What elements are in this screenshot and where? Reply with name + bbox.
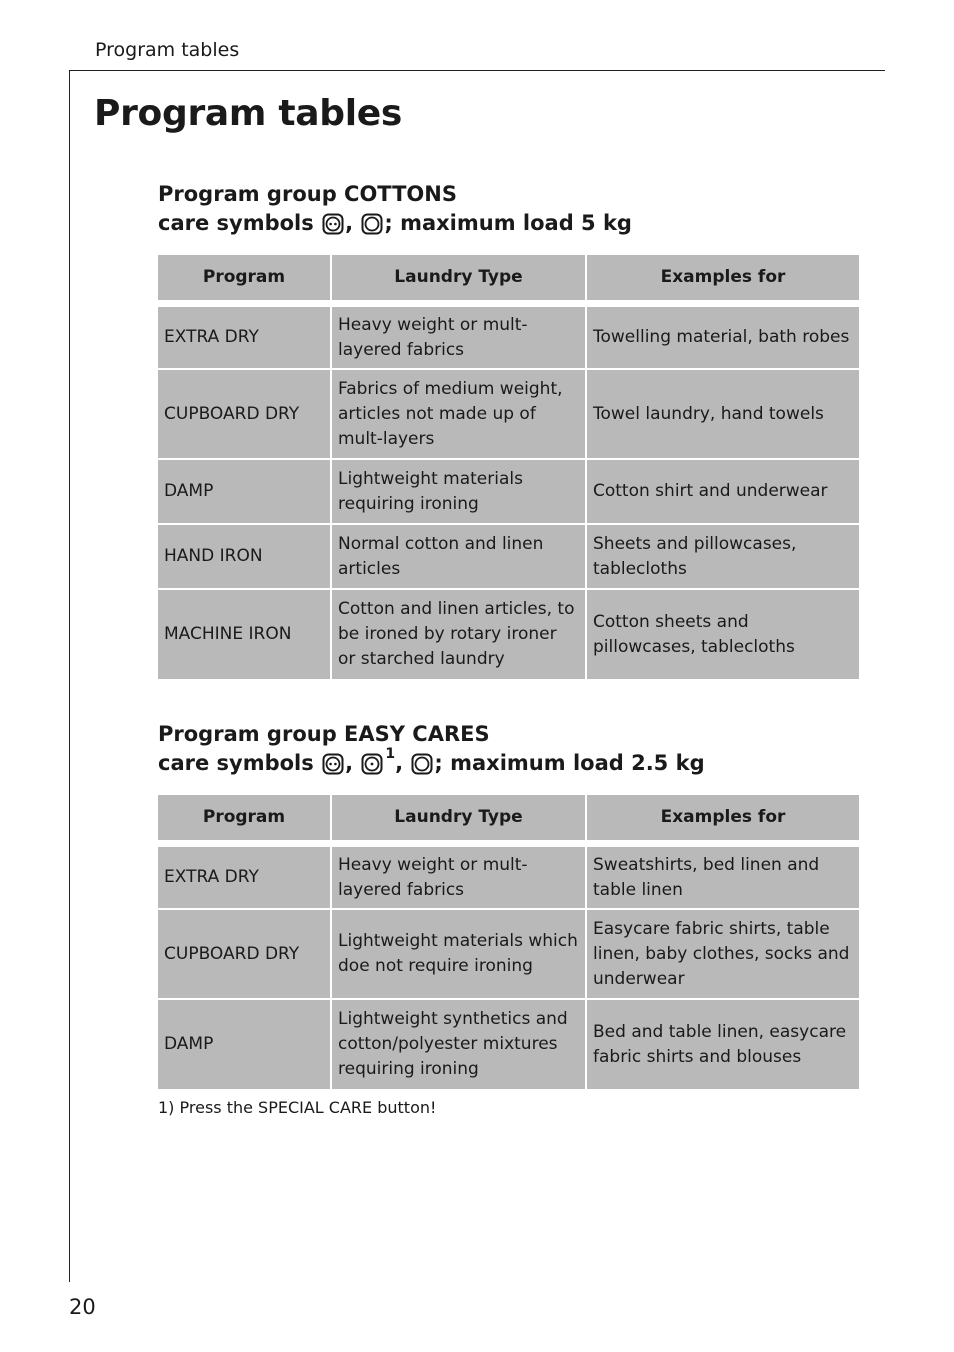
- column-header: Examples for: [587, 795, 859, 847]
- cottons-program-table: [158, 255, 859, 679]
- table-row: [158, 910, 859, 1000]
- easycares-program-table: [158, 795, 859, 1089]
- laundry-type-cell: Heavy weight or mult-layered fabrics: [332, 307, 587, 370]
- column-header: Program: [158, 795, 332, 847]
- tumble-dry-low-heat-icon: [361, 753, 383, 775]
- footnote: 1) Press the SPECIAL CARE button!: [158, 1098, 437, 1117]
- program-cell: EXTRA DRY: [158, 847, 332, 910]
- examples-cell: Cotton sheets and pillowcases, tablecloths: [587, 590, 859, 679]
- program-cell: EXTRA DRY: [158, 307, 332, 370]
- examples-cell: Towelling material, bath robes: [587, 307, 859, 370]
- header-rule: [69, 70, 885, 71]
- table-row: [158, 370, 859, 460]
- tumble-dry-icon: [361, 213, 383, 235]
- laundry-type-cell: Lightweight synthetics and cotton/polyester mixtures requiring ironing: [332, 1000, 587, 1089]
- examples-cell: Sheets and pillowcases, tablecloths: [587, 525, 859, 590]
- laundry-type-cell: Cotton and linen articles, to be ironed by rotary ironer or starched laundry: [332, 590, 587, 679]
- table-row: [158, 847, 859, 910]
- table-header-row: [158, 255, 859, 307]
- laundry-type-cell: Lightweight materials which doe not require ironing: [332, 910, 587, 1000]
- table-row: [158, 460, 859, 525]
- cottons-care-symbols: care symbols , ; maximum load 5 kg: [158, 211, 632, 235]
- easycares-group-heading: [158, 720, 705, 778]
- column-header: Program: [158, 255, 332, 307]
- examples-cell: Sweatshirts, bed linen and table linen: [587, 847, 859, 910]
- examples-cell: Bed and table linen, easycare fabric shirts and blouses: [587, 1000, 859, 1089]
- cottons-group-name: Program group COTTONS: [158, 182, 457, 206]
- program-cell: HAND IRON: [158, 525, 332, 590]
- examples-cell: Towel laundry, hand towels: [587, 370, 859, 460]
- program-cell: MACHINE IRON: [158, 590, 332, 679]
- program-cell: DAMP: [158, 1000, 332, 1089]
- tumble-dry-normal-heat-icon: [322, 213, 344, 235]
- program-cell: CUPBOARD DRY: [158, 910, 332, 1000]
- page-title: Program tables: [94, 93, 402, 134]
- tumble-dry-normal-heat-icon: [322, 753, 344, 775]
- laundry-type-cell: Normal cotton and linen articles: [332, 525, 587, 590]
- table-row: [158, 525, 859, 590]
- examples-cell: Cotton shirt and underwear: [587, 460, 859, 525]
- table-row: [158, 307, 859, 370]
- cottons-group-heading: [158, 180, 632, 238]
- table-header-row: [158, 795, 859, 847]
- column-header: Examples for: [587, 255, 859, 307]
- margin-rule: [69, 70, 70, 1282]
- page-number: 20: [69, 1295, 96, 1319]
- laundry-type-cell: Fabrics of medium weight, articles not made up of mult-layers: [332, 370, 587, 460]
- column-header: Laundry Type: [332, 795, 587, 847]
- running-header: Program tables: [95, 39, 240, 61]
- program-cell: CUPBOARD DRY: [158, 370, 332, 460]
- examples-cell: Easycare fabric shirts, table linen, baby clothes, socks and underwear: [587, 910, 859, 1000]
- column-header: Laundry Type: [332, 255, 587, 307]
- table-row: [158, 590, 859, 679]
- tumble-dry-icon: [411, 753, 433, 775]
- easycares-care-symbols: care symbols , 1 , ; maximum load 2.5 kg: [158, 749, 705, 778]
- laundry-type-cell: Heavy weight or mult-layered fabrics: [332, 847, 587, 910]
- table-row: [158, 1000, 859, 1089]
- program-cell: DAMP: [158, 460, 332, 525]
- easycares-group-name: Program group EASY CARES: [158, 722, 490, 746]
- laundry-type-cell: Lightweight materials requiring ironing: [332, 460, 587, 525]
- footnote-marker: 1: [385, 746, 396, 762]
